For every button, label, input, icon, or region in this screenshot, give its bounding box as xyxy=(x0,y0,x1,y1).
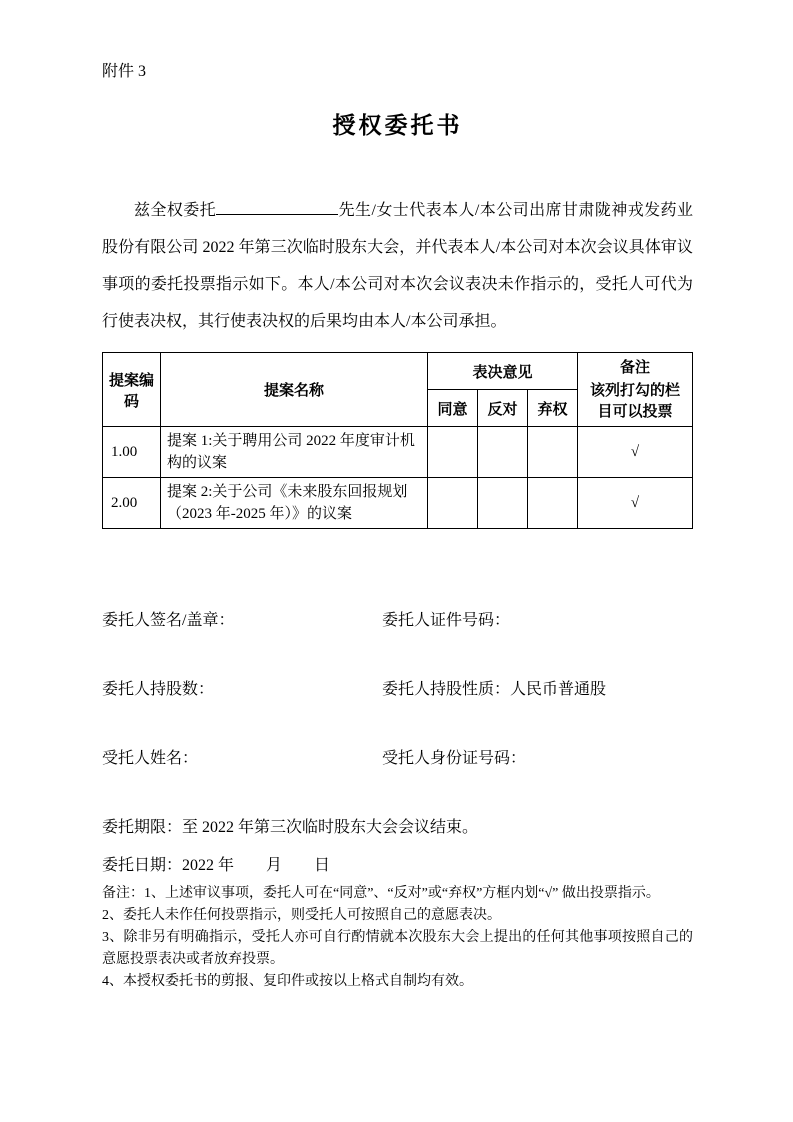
note-line: 4、本授权委托书的剪报、复印件或按以上格式自制均有效。 xyxy=(102,974,473,989)
field-row-signature xyxy=(102,607,693,630)
intro-prefix: 兹全权委托 xyxy=(134,202,217,219)
note-line: 2、委托人未作任何投票指示，则受托人可按照自己的意愿表决。 xyxy=(102,908,501,923)
remark-checkmark: √ xyxy=(578,427,693,478)
proposal-code-value: 2.00 xyxy=(103,478,161,529)
notes-section xyxy=(102,883,693,993)
vote-cell-against xyxy=(478,427,528,478)
field-row-trustee xyxy=(102,745,693,768)
remark-checkmark: √ xyxy=(578,478,693,529)
proposal-code-value: 1.00 xyxy=(103,427,161,478)
header-remarks xyxy=(578,353,693,427)
vote-cell-agree xyxy=(428,478,478,529)
principal-signature-label: 委托人签名/盖章： xyxy=(102,612,235,629)
vote-cell-abstain xyxy=(528,478,578,529)
proxy-name-blank xyxy=(216,198,338,215)
proxy-date: 委托日期：2022 年 月 日 xyxy=(102,857,331,874)
vote-cell-against xyxy=(478,478,528,529)
principal-share-type-label: 委托人持股性质：人民币普通股 xyxy=(382,681,607,698)
page-title: 授权委托书 xyxy=(332,113,463,138)
intro-paragraph xyxy=(102,192,693,340)
proposal-name-value: 提案 1:关于聘用公司 2022 年度审计机构的议案 xyxy=(161,427,428,478)
vote-cell-abstain xyxy=(528,427,578,478)
header-agree: 同意 xyxy=(428,390,478,427)
header-proposal-name: 提案名称 xyxy=(161,353,428,427)
table-header-row-1 xyxy=(103,353,693,390)
table-row xyxy=(103,427,693,478)
header-remarks-subtitle: 该列打勾的栏目可以投票 xyxy=(590,383,681,420)
proxy-term: 委托期限：至 2022 年第三次临时股东大会会议结束。 xyxy=(102,819,479,836)
proposal-table xyxy=(102,352,693,529)
trustee-name-label: 受托人姓名： xyxy=(102,750,199,767)
attachment-label: 附件 3 xyxy=(102,63,147,80)
header-vote-opinion: 表决意见 xyxy=(428,353,578,390)
note-line: 3、除非另有明确指示，受托人亦可自行酌情就本次股东大会上提出的任何其他事项按照自己的意愿投票表决或者放弃投票。 xyxy=(102,930,693,967)
header-abstain: 弃权 xyxy=(528,390,578,427)
header-proposal-code: 提案编码 xyxy=(103,353,161,427)
vote-cell-agree xyxy=(428,427,478,478)
principal-shares-label: 委托人持股数： xyxy=(102,681,215,698)
header-against: 反对 xyxy=(478,390,528,427)
signature-fields xyxy=(102,607,693,768)
proposal-name-value: 提案 2:关于公司《未来股东回报规划（2023 年-2025 年）》的议案 xyxy=(161,478,428,529)
principal-id-label: 委托人证件号码： xyxy=(382,612,511,629)
header-remarks-title: 备注 xyxy=(620,360,651,376)
field-row-shares xyxy=(102,676,693,699)
table-row xyxy=(103,478,693,529)
trustee-id-label: 受托人身份证号码： xyxy=(382,750,527,767)
note-line: 备注：1、上述审议事项，委托人可在“同意”、“反对”或“弃权”方框内划“√” 做出投票指示。 xyxy=(102,886,660,901)
intro-body: 先生/女士代表本人/本公司出席甘肃陇神戎发药业股份有限公司 2022 年第三次临时股东大会，并代表本人/本公司对本次会议具体审议事项的委托投票指示如下。本人/本公司对本次会议表决未作指示的，受托人可代为行使表决权，其行使表决权的后果均由本人/本公司承担。 xyxy=(102,202,693,330)
